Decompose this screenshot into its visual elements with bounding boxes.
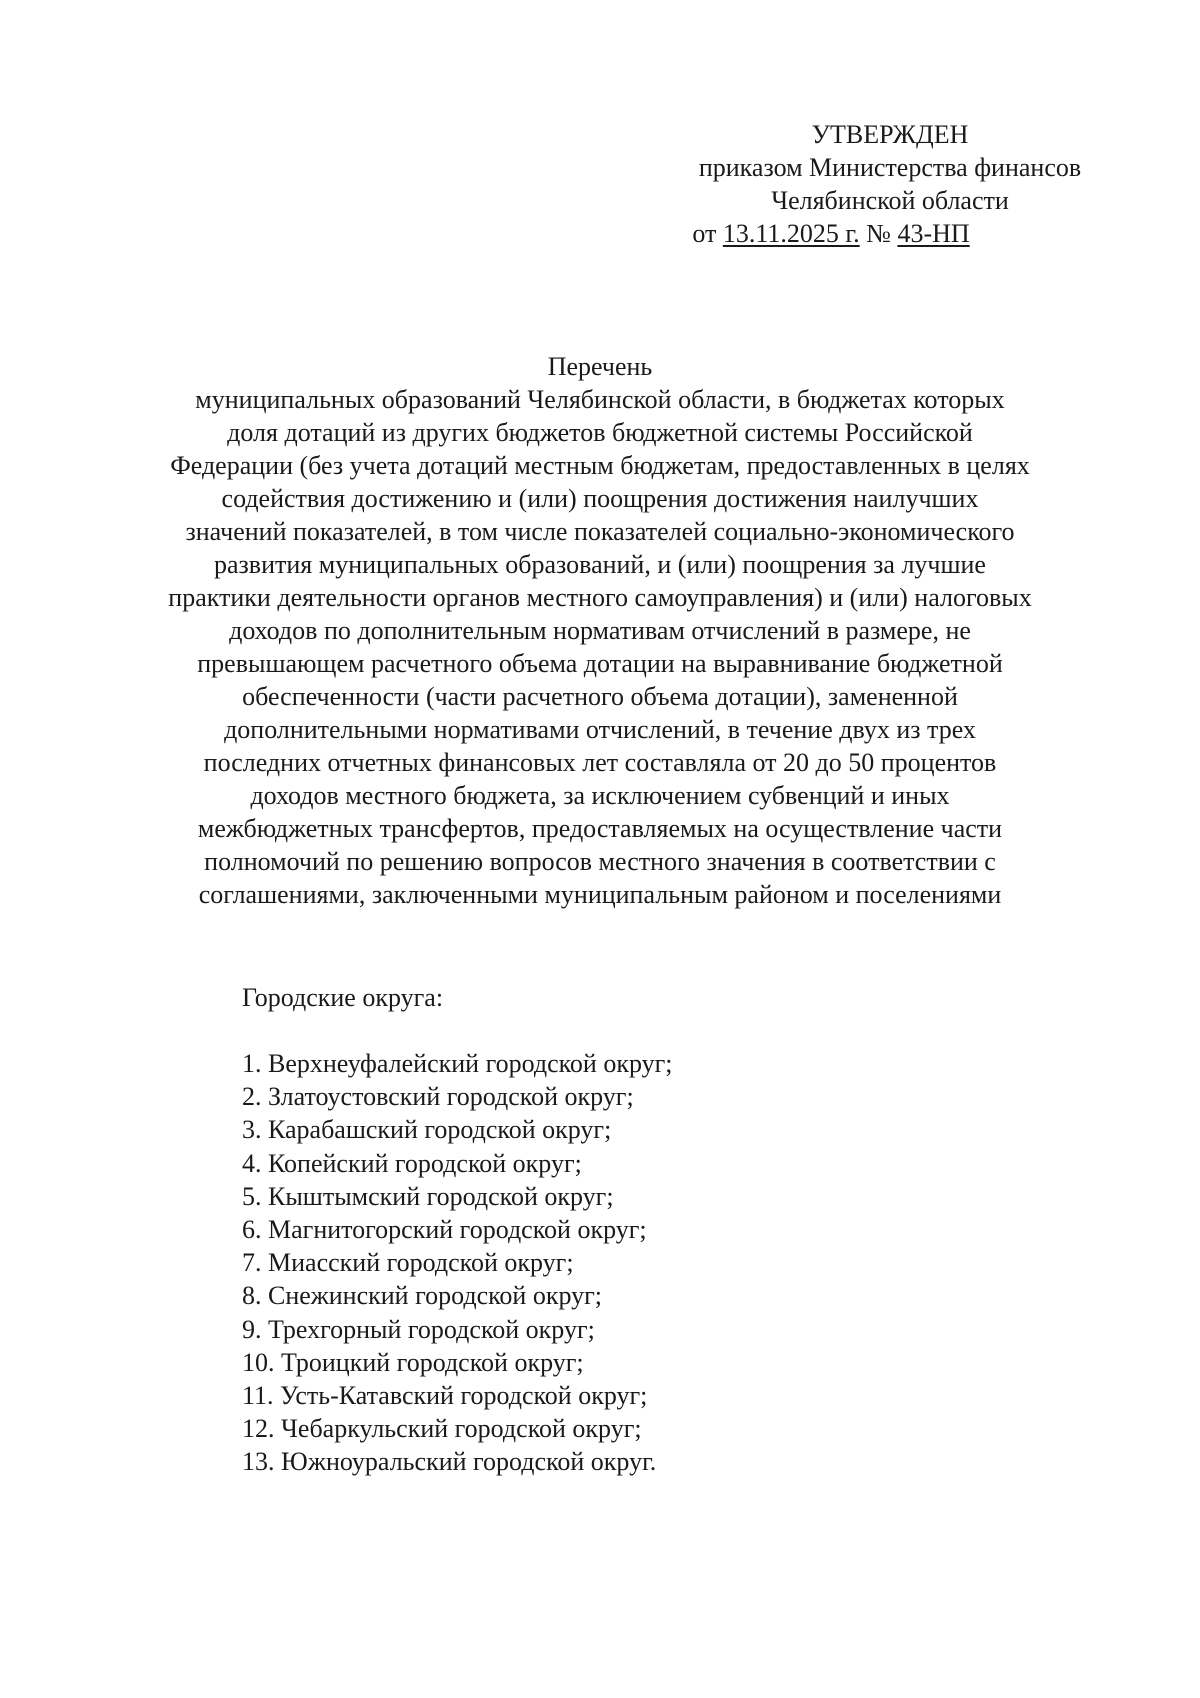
list-item: 5. Кыштымский городской округ; <box>242 1181 614 1211</box>
approval-status: УТВЕРЖДЕН <box>811 120 969 149</box>
list-item: 11. Усть-Катавский городской округ; <box>242 1381 648 1411</box>
list-item: 13. Южноуральский городской округ. <box>242 1447 657 1477</box>
list-item: 2. Златоустовский городской округ; <box>242 1082 634 1112</box>
list-item: 8. Снежинский городской округ; <box>242 1281 603 1311</box>
list-item: 3. Карабашский городской округ; <box>242 1115 612 1145</box>
approval-number: 43-НП <box>897 219 970 248</box>
list-item: 12. Чебаркульский городской округ; <box>242 1414 642 1444</box>
approval-date-line <box>522 217 1140 250</box>
approval-stamp <box>640 118 1140 250</box>
list-item: 6. Магнитогорский городской округ; <box>242 1215 647 1245</box>
list-item: 7. Миасский городской округ; <box>242 1248 574 1278</box>
document-subtitle: муниципальных образований Челябинской области, в бюджетах которых доля дотаций из других бюджетов бюджетной системы Российской Федерации (без учета дотаций местным бюджетам, предоставленных в целях содействия достижению и (или) поощрения достижения наилучших значений показателей, в том числе показателей социально-экономического развития муниципальных образований, и (или) поощрения за лучшие практики деятельности органов местного самоуправления) и (или) налоговых доходов по дополнительным нормативам отчислений в размере, не превышающем расчетного объема дотации на выравнивание бюджетной обеспеченности (части расчетного объема дотации), замененной дополнительными нормативами отчислений, в течение двух из трех последних отчетных финансовых лет составляла от 20 до 50 процентов доходов местного бюджета, за исключением субвенций и иных межбюджетных трансфертов, предоставляемых на осуществление части полномочий по решению вопросов местного значения в соответствии с соглашениями, заключенными муниципальным районом и поселениями <box>168 385 1032 909</box>
approval-region-line: Челябинской области <box>771 186 1009 215</box>
list-item: 1. Верхнеуфалейский городской округ; <box>242 1049 673 1078</box>
city-district-list <box>242 1047 673 1479</box>
approval-order-line: приказом Министерства финансов <box>698 153 1082 182</box>
document-title: Перечень <box>547 352 653 381</box>
approval-date: 13.11.2025 г. <box>722 219 860 248</box>
list-item: 9. Трехгорный городской округ; <box>242 1314 595 1344</box>
section-heading: Городские округа: <box>242 983 444 1012</box>
document-title-block <box>150 350 1050 911</box>
approval-number-sign: № <box>859 219 898 248</box>
list-item: 4. Копейский городской округ; <box>242 1148 582 1178</box>
approval-date-prefix: от <box>692 219 723 248</box>
list-item: 10. Троицкий городской округ; <box>242 1347 584 1377</box>
